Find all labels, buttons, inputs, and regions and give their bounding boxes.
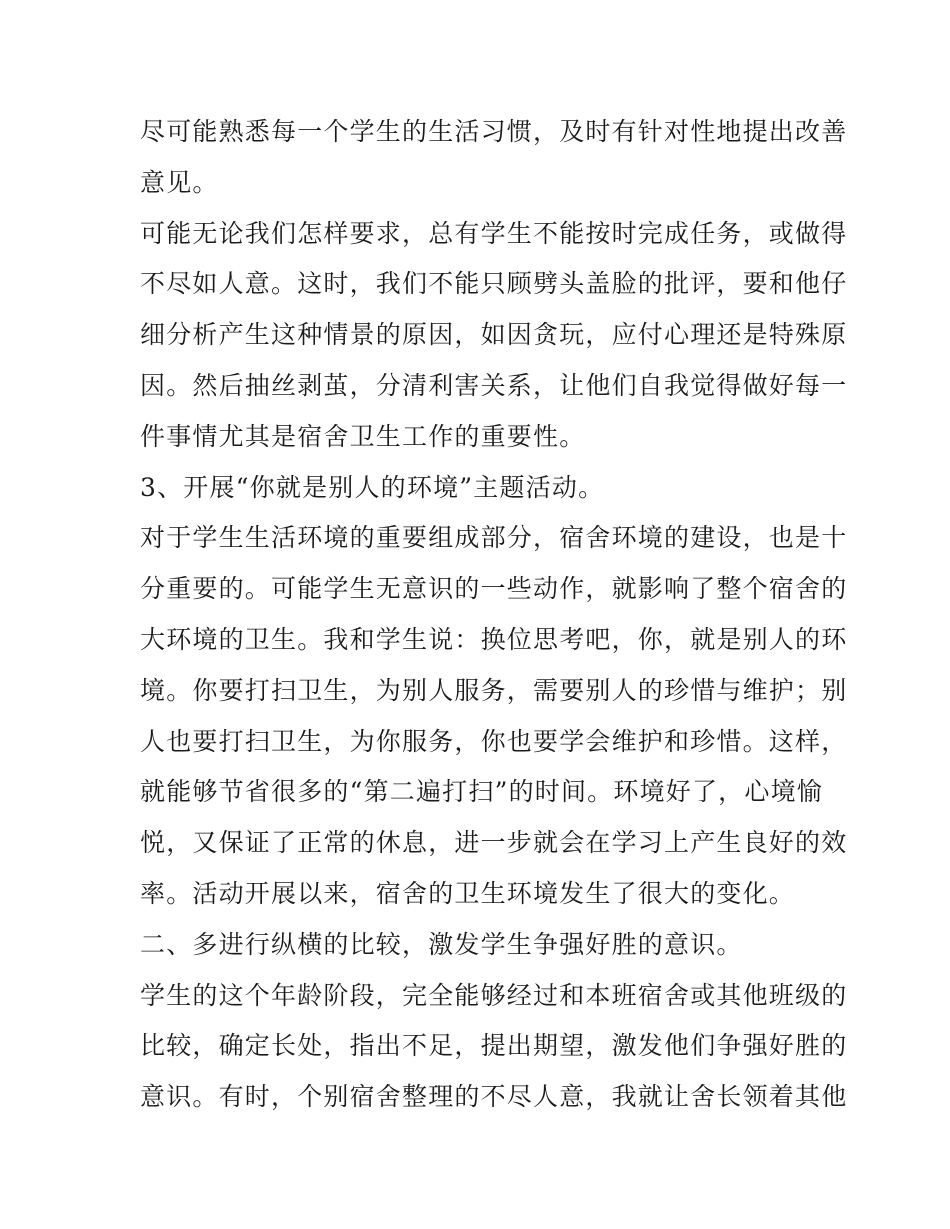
text-line: 悦，又保证了正常的休息，进一步就会在学习上产生良好的效 <box>140 828 848 858</box>
section-heading: 3、开展“你就是别人的环境”主题活动。 <box>140 472 605 502</box>
text-line: 率。活动开展以来，宿舍的卫生环境发生了很大的变化。 <box>140 878 796 908</box>
text-line: 对于学生生活环境的重要组成部分，宿舍环境的建设，也是十 <box>140 523 848 553</box>
text-line: 细分析产生这种情景的原因，如因贪玩，应付心理还是特殊原 <box>140 320 848 350</box>
body-text <box>140 107 848 1123</box>
text-line: 因。然后抽丝剥茧，分清利害关系，让他们自我觉得做好每一 <box>140 370 848 400</box>
text-line: 比较，确定长处，指出不足，提出期望，激发他们争强好胜的 <box>140 1031 848 1061</box>
text-line: 分重要的。可能学生无意识的一些动作，就影响了整个宿舍的 <box>140 574 848 604</box>
text-line: 大环境的卫生。我和学生说：换位思考吧，你，就是别人的环 <box>140 624 848 654</box>
text-line: 尽可能熟悉每一个学生的生活习惯，及时有针对性地提出改善 <box>140 117 848 146</box>
text-line: 人也要打扫卫生，为你服务，你也要学会维护和珍惜。这样， <box>140 726 848 756</box>
text-line: 境。你要打扫卫生，为别人服务，需要别人的珍惜与维护；别 <box>140 675 848 705</box>
text-line: 可能无论我们怎样要求，总有学生不能按时完成任务，或做得 <box>140 218 848 248</box>
section-heading: 二、多进行纵横的比较，激发学生争强好胜的意识。 <box>140 929 743 959</box>
text-line: 意见。 <box>140 167 219 197</box>
text-line: 意识。有时，个别宿舍整理的不尽人意，我就让舍长领着其他 <box>140 1082 848 1112</box>
text-line: 不尽如人意。这时，我们不能只顾劈头盖脸的批评，要和他仔 <box>140 269 848 299</box>
text-line: 就能够节省很多的“第二遍打扫”的时间。环境好了，心境愉 <box>140 777 823 807</box>
text-line: 件事情尤其是宿舍卫生工作的重要性。 <box>140 421 586 451</box>
text-line: 学生的这个年龄阶段，完全能够经过和本班宿舍或其他班级的 <box>140 980 848 1010</box>
